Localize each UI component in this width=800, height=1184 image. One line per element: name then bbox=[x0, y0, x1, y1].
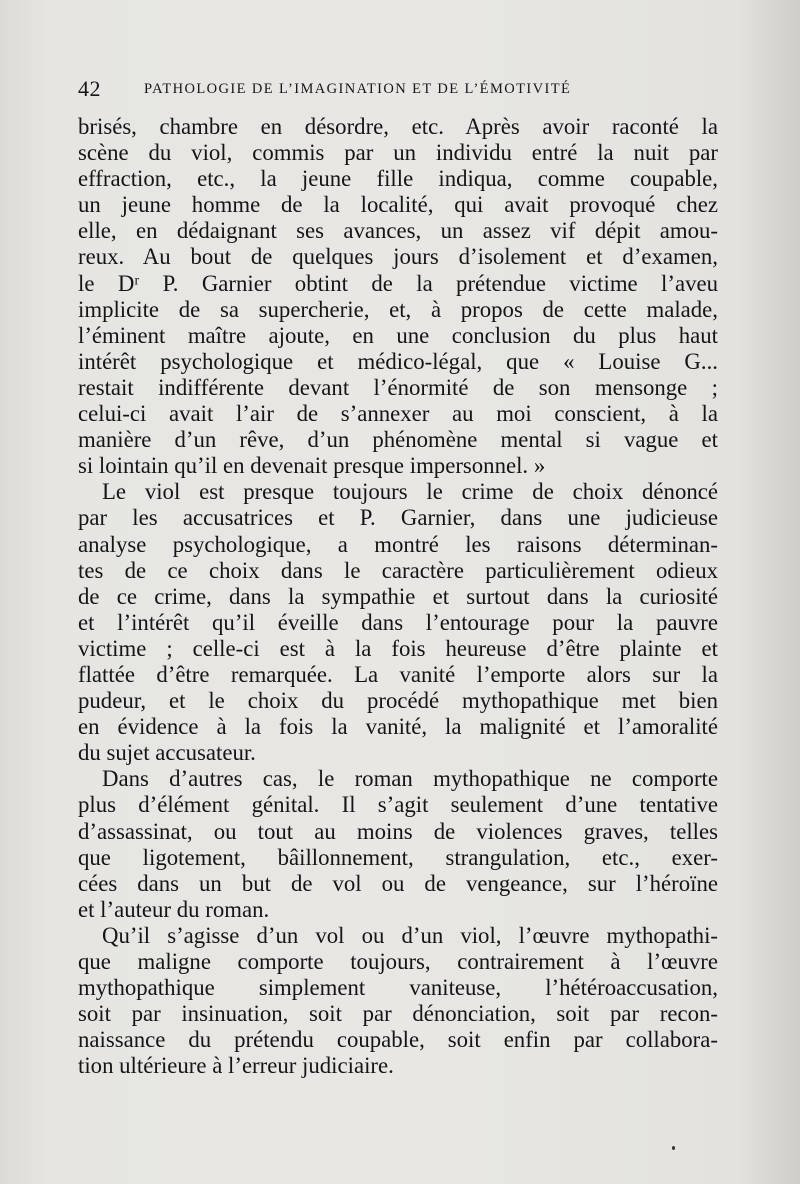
text-line: l’éminent maître ajoute, en une conclusion du plus haut bbox=[78, 322, 718, 348]
paragraph-2 bbox=[78, 479, 718, 766]
text-line: soit par insinuation, soit par dénonciation, soit par recon- bbox=[78, 1001, 718, 1027]
text-line: victime ; celle-ci est à la fois heureuse d’être plainte et bbox=[78, 635, 718, 661]
paragraph-4 bbox=[78, 923, 718, 1080]
text-line: mythopathique simplement vaniteuse, l’hétéroaccusation, bbox=[78, 975, 718, 1001]
text-line: effraction, etc., la jeune fille indiqua, comme coupable, bbox=[78, 166, 718, 192]
page-header bbox=[78, 76, 718, 104]
text-line: Le viol est presque toujours le crime de choix dénoncé bbox=[102, 479, 718, 505]
text-line: et l’intérêt qu’il éveille dans l’entourage pour la pauvre bbox=[78, 609, 718, 635]
text-line: flattée d’être remarquée. La vanité l’emporte alors sur la bbox=[78, 661, 718, 687]
text-line: tes de ce choix dans le caractère particulièrement odieux bbox=[78, 557, 718, 583]
text-line: d’assassinat, ou tout au moins de violences graves, telles bbox=[78, 818, 718, 844]
text-line: implicite de sa supercherie, et, à propos de cette malade, bbox=[78, 296, 718, 322]
text-line: tion ultérieure à l’erreur judiciaire. bbox=[78, 1053, 394, 1079]
paragraph-3 bbox=[78, 766, 718, 923]
text-line: du sujet accusateur. bbox=[78, 740, 256, 766]
text-line: que ligotement, bâillonnement, strangulation, etc., exer- bbox=[78, 844, 718, 870]
text-line: reux. Au bout de quelques jours d’isolement et d’examen, bbox=[78, 244, 718, 270]
body-text bbox=[78, 114, 718, 1079]
text-line: manière d’un rêve, d’un phénomène mental si vague et bbox=[78, 427, 718, 453]
text-line: le Dʳ P. Garnier obtint de la prétendue victime l’aveu bbox=[78, 270, 718, 296]
text-line: et l’auteur du roman. bbox=[78, 896, 270, 922]
text-line: intérêt psychologique et médico-légal, que « Louise G... bbox=[78, 348, 718, 374]
text-line: par les accusatrices et P. Garnier, dans une judicieuse bbox=[78, 505, 718, 531]
text-line: si lointain qu’il en devenait presque impersonnel. » bbox=[78, 453, 546, 479]
text-line: cées dans un but de vol ou de vengeance, sur l’héroïne bbox=[78, 870, 718, 896]
text-line: plus d’élément génital. Il s’agit seulement d’une tentative bbox=[78, 792, 718, 818]
text-line: scène du viol, commis par un individu entré la nuit par bbox=[78, 140, 718, 166]
text-line: analyse psychologique, a montré les raisons déterminan- bbox=[78, 531, 718, 557]
text-line: naissance du prétendu coupable, soit enfin par collabora- bbox=[78, 1027, 718, 1053]
text-line: que maligne comporte toujours, contrairement à l’œuvre bbox=[78, 949, 718, 974]
text-line: Qu’il s’agisse d’un vol ou d’un viol, l’œuvre mythopathi- bbox=[102, 922, 718, 948]
text-line: pudeur, et le choix du procédé mythopathique met bien bbox=[78, 688, 718, 714]
print-speck bbox=[672, 1146, 675, 1150]
text-line: restait indifférente devant l’énormité de son mensonge ; bbox=[78, 374, 718, 400]
text-line: en évidence à la fois la vanité, la malignité et l’amoralité bbox=[78, 714, 718, 740]
text-line: un jeune homme de la localité, qui avait provoqué chez bbox=[78, 192, 718, 218]
running-title: PATHOLOGIE DE L’IMAGINATION ET DE L’ÉMOTIVITÉ bbox=[144, 81, 572, 97]
paragraph-1 bbox=[78, 114, 718, 479]
text-line: de ce crime, dans la sympathie et surtout dans la curiosité bbox=[78, 583, 718, 609]
text-line: brisés, chambre en désordre, etc. Après avoir raconté la bbox=[78, 114, 718, 139]
text-line: celui-ci avait l’air de s’annexer au moi conscient, à la bbox=[78, 401, 718, 427]
text-line: elle, en dédaignant ses avances, un assez vif dépit amou- bbox=[78, 218, 718, 244]
page-number: 42 bbox=[78, 76, 101, 101]
text-line: Dans d’autres cas, le roman mythopathique ne comporte bbox=[102, 766, 718, 792]
